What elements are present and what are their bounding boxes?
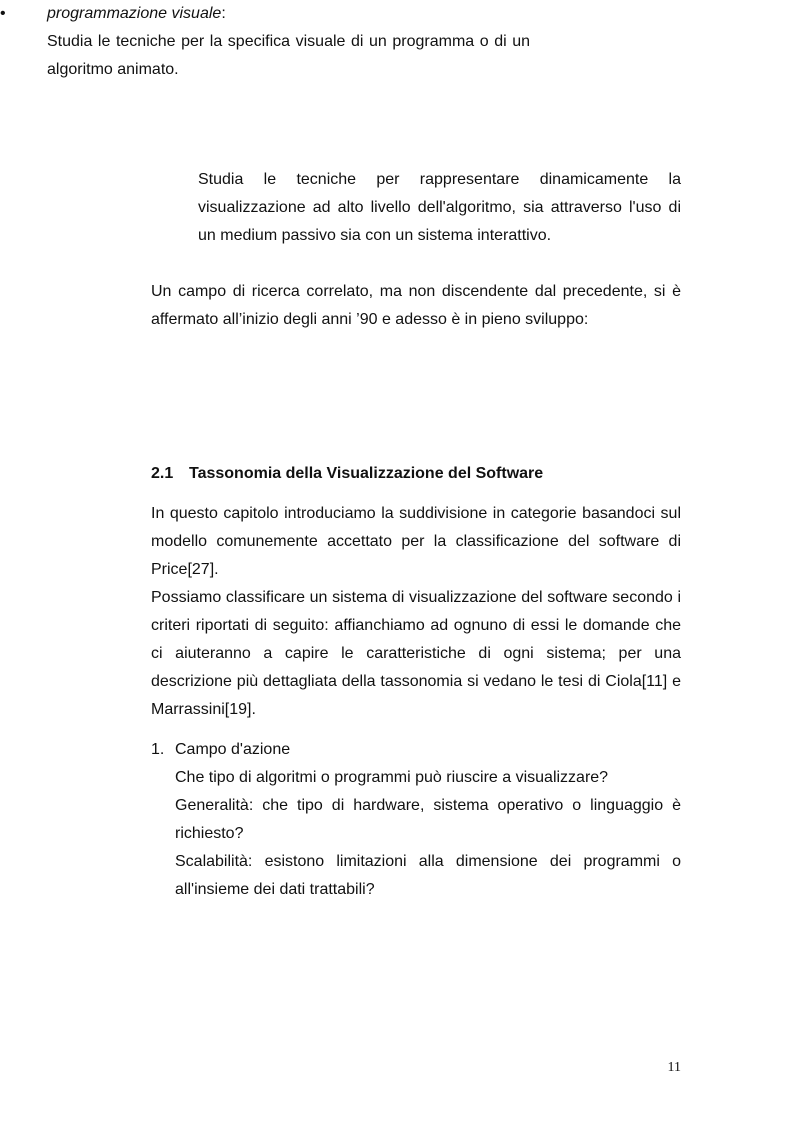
section-heading — [151, 460, 681, 488]
page-number: 11 — [667, 1060, 681, 1075]
intro-quote-line: un medium passivo sia con un sistema interattivo. — [198, 227, 552, 244]
section-para2-line: Possiamo classificare un sistema di visualizzazione del software secondo i — [151, 589, 681, 606]
section-para1-line: In questo capitolo introduciamo la suddivisione in categorie basandoci sul — [151, 505, 681, 522]
list-item-line: all'insieme dei dati trattabili? — [175, 881, 375, 898]
section-title: Tassonomia della Visualizzazione del Software — [189, 465, 544, 482]
section-para2-line: Marrassini[19]. — [151, 701, 256, 718]
intro-quote-line: Studia le tecniche per rappresentare dinamicamente la — [198, 171, 681, 188]
list-item-number: 1. — [151, 741, 165, 758]
list-item-title: Campo d'azione — [175, 741, 291, 758]
bullet-term-suffix: : — [221, 5, 226, 22]
list-item-line: Che tipo di algoritmi o programmi può riuscire a visualizzare? — [175, 769, 609, 786]
list-item-line: Generalità: che tipo di hardware, sistema operativo o linguaggio è — [175, 797, 681, 814]
bullet-line: algoritmo animato. — [47, 61, 179, 78]
related-line: Un campo di ricerca correlato, ma non discendente dal precedente, si è — [151, 283, 681, 300]
section-para1-line: modello comunemente accettato per la classificazione del software di — [151, 533, 681, 550]
list-item-content — [175, 736, 681, 904]
section-number: 2.1 — [151, 465, 174, 482]
section-para2-line: criteri riportati di seguito: affianchiamo ad ognuno di essi le domande che — [151, 617, 681, 634]
bullet-line: Studia le tecniche per la specifica visuale di un programma o di un — [47, 33, 530, 50]
list-item-line: Scalabilità: esistono limitazioni alla dimensione dei programmi o — [175, 853, 681, 870]
bullet-term: programmazione visuale — [47, 5, 222, 22]
section-intro-paragraph — [151, 500, 681, 584]
intro-quote-paragraph — [198, 166, 681, 250]
classification-paragraph — [151, 584, 681, 724]
section-para1-line: Price[27]. — [151, 561, 219, 578]
section-para2-line: ci aiuteranno a capire le caratteristiche di ogni sistema; per una — [151, 645, 681, 662]
related-line: affermato all’inizio degli anni ’90 e adesso è in pieno sviluppo: — [151, 311, 589, 328]
section-para2-line: descrizione più dettagliata della tassonomia si vedano le tesi di Ciola[11] e — [151, 673, 681, 690]
bullet-term-line — [47, 0, 530, 28]
bullet-mark: • — [0, 5, 6, 22]
list-item-line: richiesto? — [175, 825, 244, 842]
bullet-body — [47, 0, 530, 84]
intro-quote-line: visualizzazione ad alto livello dell'algoritmo, sia attraverso l'uso di — [198, 199, 681, 216]
related-field-paragraph — [151, 278, 681, 334]
